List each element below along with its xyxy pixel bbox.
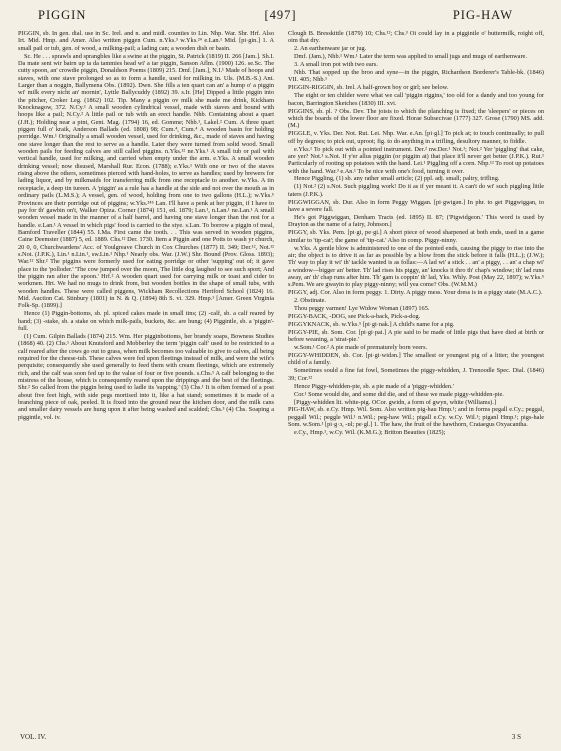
volume-label: VOL. IV. [20, 733, 47, 741]
entry-paragraph: PIGGY, sb. Yks. Pem. [pi·gi, pe·gi.] A short piece of wood sharpened at both ends, used in a game similar to 'tip-cat'; the game of 'tip-cat.' Also in comp. Piggy-ninny. [288, 229, 544, 244]
entry-paragraph: He's got Piggwiggan, Denham Tracts (ed. 1895) II. 87; ('Pigwidgeon.' This word is used by Drayton as the name of a fairy, Johnson.] [288, 213, 544, 229]
entry-paragraph: PIGGY-PIE, sb. Som. Cor. [pi·gi·pai.] A pie said to be made of little pigs that have died at birth or before weaning, a 'strat-pie.' [288, 328, 544, 344]
page-footer [20, 733, 541, 743]
entry-paragraph: 2. An earthenware jar or jug. [294, 45, 367, 53]
entry-paragraph: Hence Piggy-whidden-pie, sb. a pie made of a 'piggy-whidden.' [294, 382, 454, 390]
entry-paragraph: PIGGIN-RIGGIN, sb. Irel. A half-grown boy or girl; see below. [288, 84, 449, 92]
entry-paragraph: Thou peggy varmen! Lye Widow Woman (1897) 165. [294, 305, 430, 313]
entry-paragraph: PIGGY-BACK, -DOG, see Pick-a-back, Pick-a-dog. [288, 313, 421, 320]
page-header [20, 8, 541, 26]
entry-paragraph: w.Som.¹ Cor.² A pie made of prematurely born veers. [294, 344, 428, 352]
entry-paragraph: (1) Cum. Gilpin Ballads (1874) 215. Wm. Her pigginbottoms, her brandy soaps, Bowness Studies (1868) 40. (2) Chs.¹ About Knutsford and Mobberley the term 'piggin calf' used to be restricted to a calf reared after the cows go out to grass, when milk becomes too valuable to give to calves, all being required for the cheese-tub. These calves were fed upon fleetings instead of milk, and were the wife's perquisite; consequently she used generally to feed them with cream fleetings, which are extremely rich, and the calf was soon fed up to the value of four or five pounds. s.Chs.¹ A calf belonging to the mistress of the house, which is consequently reared upon the drippings and the best of the fleetings. Shr.² So called from the piggin being used to ladle its 'supping.' (3) Chs.¹ It is often formed of a post about five feet high, with side pegs mortised into it, like a hat stand; sometimes it is made of a branching piece of oak, peeled. It is fixed into the ground near the kitchen door, and the milk cans and smaller dairy vessels are hung upon it after being washed and scalded; Chs.³ (4) Chs. Soaping a piggintle, vol. iv. [18, 332, 274, 421]
entry-paragraph: e.Yks.¹ To pick out with a pointed instrument. Der.² nw.Der.¹ Not.¹; Not.² Yer 'piggling' that cake, are yer? Not.³ s.Not. If y'er allus piggiin (or piggiin at) that place it'll never get better (J.P.K.). Rut.¹ Particularly of rooting up potatoes with the hand. Lei.¹ Piggling off a corn. Nhp.¹² To root up potatoes with the hand. War.³ e.An.¹ To be nice with one's food, turning it over. [288, 145, 544, 175]
entry-paragraph: e.Cy., Hmp.¹, w.Cy. Wil. (K.M.G.); Britton Beauties (1825); [294, 429, 446, 437]
entry-paragraph: Sometimes sould a fine fat fowl, Sometimes the piggy-whidden, J. Trenoodle Spec. Dial. (1846) 39; Cor.¹² [288, 367, 544, 382]
header-left-word: PIGGIN [38, 8, 87, 22]
entry-paragraph: PIGGWIGGAN, sb. Dur. Also in form Peggy Wiggan. [pi·gwigən.] In phr. to get Piggwiggan, to have a severe fall. [288, 198, 544, 214]
entry-paragraph: [Piggy-whidden lit. white-pig. OCor. gwidn, a form of gwyn, white (Williams).] [294, 398, 496, 406]
entry-paragraph: PIGGYKNACK, sb. w.Yks.⁵ [pi·gi·nak.] A child's name for a pig. [288, 320, 455, 328]
page-number: [497] [264, 8, 297, 22]
entry-paragraph: Dmf. (Jam.), Nhb.¹ Wm.¹ Later the term was applied to small jugs and mugs of earthenware. [294, 53, 527, 61]
entry-paragraph: Clough B. Bresskittle (1879) 10; Chs.¹²; Chs.³ Oi could lay in a piggintle o' buttermilk, roight off, oim that dry. [288, 30, 544, 45]
entry-paragraph: PIG-HAW, sb. e.Cy. Hmp. Wil. Som. Also written pig-hau Hmp.¹; and in forms pegall e.Cy.; peggal, peggall Wil.; peggle Wil.¹ n.Wil.; peg-haw Wil.; pigall e.Cy. w.Cy. Wil.¹; piganl Hmp.¹; pigs-hale Som. w.Som.¹ [pi·g·ɔ, -ɒl; pe·gl.] 1. The haw, the fruit of the hawthorn, Crataegus Oxyacantha. [288, 406, 544, 429]
entry-paragraph: Sc. He . . . sprawls and sprangbles like a swine at the piggin, St. Patrick (1819) II. 266 [Jam.]. Sh.I. Da mate sent wir bairn up ta da tammies head wi' a tar piggin, Sanson Aflm. (1900) 126. se.Sc. The cutty spoon, an' crowdie piggin, Donaldson Poems (1809) 215. Dmf. [Jam.], N.I.¹ Made of hoops and staves, with one stave prolonged so as to form a handle, used for milking in. Uls. (M.B.-S.) Ant. Larger than a noggin, Ballymena Obs. (1892). Dwn. She fills a ten quart can an' a hump o' a piggin wi' milk every nicht an' mornin', Lyttle Ballycuddy (1892) 39. s.Ir. [He] Dipped a little piggin into the pitcher, Croker Leg. (1862) 102. Tip. Many a piggin ov milk she made me drink, Kickham Knocknagow, 372. N.Cy.¹ A small wooden cylindrical vessel, made with staves and bound with hoops like a pail; N.Cy.² A little pail or tub with an erect handle. Nhb. Containing about a quart (J.H.); Holding near a pint, Gent. Mag. (1794) 16, ed. Gomme; Nhb.¹, Lakel.² Cum. A three quart piggen full o' kraik, Anderson Ballads (ed. 1808) 98; Cum.⁴, Cum.⁴ A wooden basin for holding porridge. Wm.¹ Originally a small wooden vessel, used for drinking, &c., made of staves and having one stave longer than the rest to serve as a handle. Later they were turned from solid wood. Small wooden pails for feeding calves are still called piggins. n.Yks.¹² ne.Yks.¹ A small tub or pail with vertical handle, used for milking, and carried when empty under the arm. e.Yks. A small wooden drinking vessel; now disused, Marshall Rur. Econ. (1788); e.Yks.¹ With one or two of the staves rising above the others, sometimes pierced with hand-holes, to serve as handles; used by brewers for lading liquor, and by milkmaids for transferring milk from one receptacle to another. w.Yks. A tin receptacle, a deep tin tureen. A 'piggin' as a rule has a handle at the side and not over the mouth as in ordinary pails (L.M.S.); A vessel, gen. of wood, holding from one to two gallons (H.L.); w.Yks.⁵ Provinces are their porridge out of piggins; w.Yks.²⁴⁵ Lan. I'll have a penk at her piggin, if I have to pay for th' gawbin on't, Walker Opiza. Corner (1874) 151, ed. 1879; Lan.¹, n.Lan.¹ ne.Lan.¹ A small wooden vessel made in the manner of a half barrel, and having one stave longer than the rest for a handle. e.Lan.¹ A vessel in which pigs' food is carried to the stye. s.Lan. To borrow a piggin of meal, Bamford Traveller (1844) 55. I.Ma. First came the tooth. . . This was served in wooden piggins, Caine Deemster (1887) 5, ed. 1889. Chs.¹² Der. 1730. Item a Piggin and one Potts to wash yr church, 20 0, 0, Churchwardens' Acc. of Youlgreave Church in Cox Churches (1877) II. 349; Der.¹², Not.¹² s.Not. (J.P.K.), Lin.¹ n.Lin.¹, sw.Lin.¹ Nhp.¹ Nearly obs. War. (J.W.) Shr. Bound (Prov. Gloss. 1893); War.¹² Shr.² The piggins were formerly used for eating porridge or other 'supping' out of; it gave place to the 'polloder.' 'The cow jumped over the moon, The little dog laughed to see such sport; And the piggin ran after the spoon.' Hrf.² A wooden quart used for carrying milk or toast and cider to workmen. Hrt. We had no mugs to drink from, but wooden bottles in the shape of small tubs, with wooden handles. These were called piggens, Wickham Recollections Hertford School (1824) 16. Mid. Auction Cat. Stinbury (1801) in N. & Q. (1894) 8th S. vi. 329. Hmp.¹ [Amer. Green Virginia Folk-Sp. (1899).] [18, 52, 274, 310]
entry-paragraph: 3. A small iron pot with two ears. [294, 61, 378, 69]
signature-mark: 3 S [511, 733, 521, 741]
entry-paragraph: PIGGY, adj. Cor. Also in form peggy. 1. Dirty. A piggy mess. Your dress is in a piggy state (M.A.C.). [288, 289, 543, 297]
entry-paragraph: PIGGY-WHIDDEN, sb. Cor. [pi·gi·widən.] The smallest or youngest pig of a litter; the youngest child of a family. [288, 352, 544, 367]
entry-paragraph: The eight or ten childer were what we call 'piggin riggins,' too old for a dandy and too young for bacon, Barrington Sketches (1830) III. xvi. [288, 92, 544, 107]
header-right-word: PIG-HAW [452, 8, 513, 22]
right-column [288, 30, 544, 729]
entry-paragraph: PIGGIN, sb. In gen. dial. use in Sc. Irel. and n. and midl. counties to Lin. Nhp. War. Shr. Hrf. Also Irt. Mid. Hmp. and Amer. Also written piggen Cum. n.Yks.³ w.Yks.²⁴ e.Lan.¹ Mid. [pi·gin.] 1. A small pail or tub, gen. of wood, a milking-pail; a lading can; a wooden dish or basin. [18, 30, 274, 52]
entry-paragraph: (1) Not.² (2) s.Not. Such piggling work! Do it as if yer meant it. A can't do wi' such piggling little taters (J.P.K.). [288, 183, 544, 198]
left-column [18, 30, 274, 729]
entry-paragraph: Hence (1) Piggin-bottoms, sb. pl. spiced cakes made in small tins; (2) -calf, sb. a calf reared by hand; (3) -stake, sb. a stake on which milk-pails, buckets, &c. are hung; (4) Piggintle, sb. a 'piggin'-full. [18, 310, 274, 332]
entry-paragraph: Hence Piggling, (1) sb. any rather small article; (2) ppl. adj. small; paltry, trifling. [294, 175, 500, 183]
entry-paragraph: Cor.¹ Some would die, and some did die, and of these we made piggy-whidden-pie. [294, 390, 504, 398]
entry-paragraph: PIGGLE, v. Yks. Der. Not. Rut. Lei. Nhp. War. e.An. [pi·gl.] To pick at; to touch continually; to pull off by degrees; to pick out, uproot; fig. to do anything in a trifling, desultory manner, to fiddle. [288, 130, 544, 145]
entry-paragraph: 2. Obstinate. [294, 297, 327, 305]
entry-paragraph: PIGGINS, sb. pl. ? Obs. Dev. The joists to which the planching is fixed; the 'sleepers' or pieces on which the boards of the lower floor are fixed. Horae Subsecivae (1777) 327. Grose (1790) MS. add. (M.) [288, 107, 544, 130]
entry-paragraph: w.Yks. A gentle blow is administered to one of the pointed ends, causing the piggy to rise into the air; the object is to drive it as far as possible by a blow from the stick before it falls (H.L.); (J.W.); Th' way to play it wi' th' tackle wanted is as follas:—A lad wi' a stick . . an' a piggy, . . an' a chap wi' a window—bigger an' better. Th' lad rises his piggy, an' knocks it thro th' chap's window; th' lad runs away, an' th' chap runs after him. Th' gam is coppin' th' lad, Yks. Whly. Post (May 22, 1897); w.Yks.⁵ s.Pem. We are gwayin to play piggy-ninny; will yea come? Obs. (W.M.M.) [288, 244, 544, 289]
entry-paragraph: Nhb. That sopped up the broo and syne—in the piggin, Richardson Borderer's Table-bk. (1846) VII. 405; Nhb.¹ [288, 69, 544, 84]
